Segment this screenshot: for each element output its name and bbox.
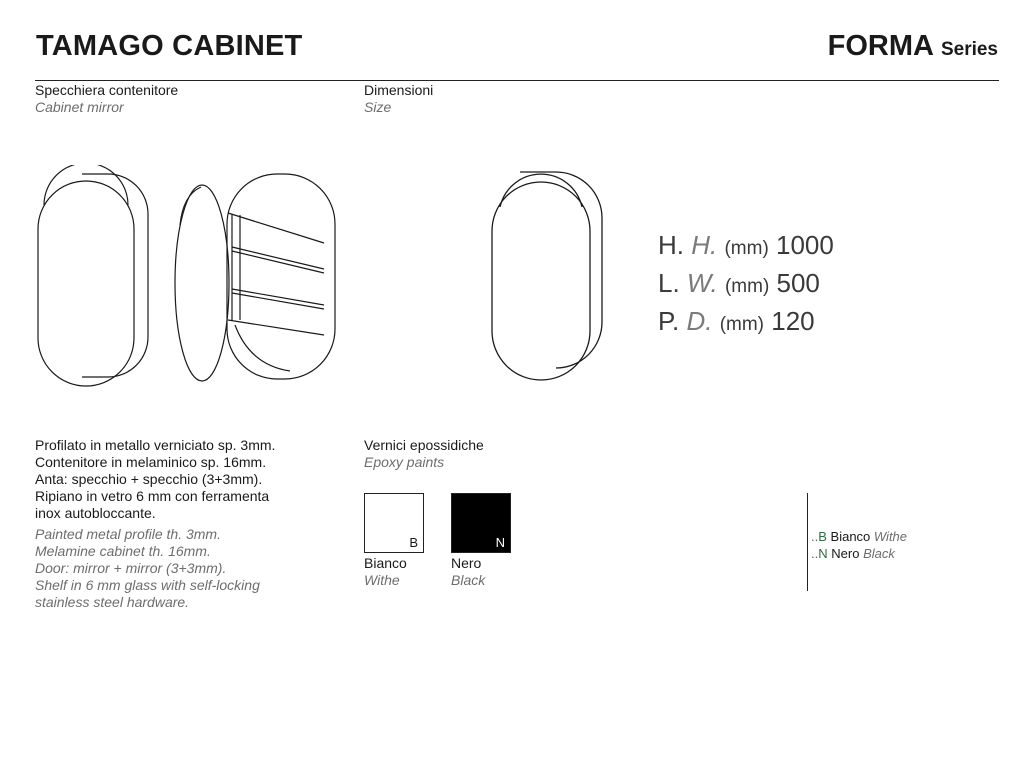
description-line-it: Profilato in metallo verniciato sp. 3mm. bbox=[35, 437, 276, 453]
description-line-en: Shelf in 6 mm glass with self-locking bbox=[35, 577, 260, 593]
dimension-value: 120 bbox=[771, 306, 815, 336]
legend-prefix: .. bbox=[811, 546, 819, 561]
finishes-label bbox=[364, 437, 484, 471]
swatch-bianco[interactable] bbox=[364, 493, 424, 553]
legend-code: B bbox=[818, 529, 827, 544]
dimension-unit: (mm) bbox=[719, 314, 764, 335]
dimension-height bbox=[658, 228, 834, 266]
swatch-name-en: Black bbox=[451, 572, 486, 588]
dimension-unit: (mm) bbox=[724, 276, 770, 297]
description-line-it: Anta: specchio + specchio (3+3mm). bbox=[35, 471, 263, 487]
dimension-unit: (mm) bbox=[724, 238, 769, 259]
swatch-nero[interactable] bbox=[451, 493, 511, 553]
swatch-bianco-label bbox=[364, 555, 407, 589]
description-line-en: Painted metal profile th. 3mm. bbox=[35, 526, 221, 542]
swatch-code: N bbox=[495, 535, 505, 550]
dimensions-label-en: Size bbox=[364, 99, 392, 115]
description-line-en: Melamine cabinet th. 16mm. bbox=[35, 543, 211, 559]
description bbox=[35, 437, 355, 611]
finishes-label-en: Epoxy paints bbox=[364, 454, 445, 470]
product-type-en: Cabinet mirror bbox=[35, 99, 124, 115]
dimension-abbr-it: L. bbox=[658, 268, 680, 298]
dimension-abbr-en: H. bbox=[691, 230, 718, 260]
dimension-depth bbox=[658, 304, 834, 342]
dimension-abbr-en: W. bbox=[686, 268, 718, 298]
dimensions-values bbox=[658, 228, 834, 342]
legend-prefix: .. bbox=[811, 529, 819, 544]
description-line-en: Door: mirror + mirror (3+3mm). bbox=[35, 560, 227, 576]
series-title bbox=[828, 30, 998, 63]
header-divider bbox=[35, 80, 999, 81]
swatch-name-en: Withe bbox=[364, 572, 400, 588]
series-name: FORMA bbox=[827, 30, 933, 62]
legend-name-en: Withe bbox=[873, 529, 908, 544]
legend-item bbox=[811, 528, 907, 545]
legend-name-it: Nero bbox=[831, 546, 860, 561]
dimension-value: 1000 bbox=[776, 230, 834, 260]
swatch-nero-label bbox=[451, 555, 485, 589]
product-type-label bbox=[35, 82, 178, 116]
size-illustration bbox=[480, 165, 610, 390]
finish-legend bbox=[811, 528, 907, 562]
dimension-width bbox=[658, 266, 834, 304]
swatch-name-it: Bianco bbox=[364, 555, 407, 571]
description-line-it: Ripiano in vetro 6 mm con ferramenta bbox=[35, 488, 270, 504]
series-suffix: Series bbox=[940, 39, 998, 60]
description-line-it: inox autobloccante. bbox=[35, 505, 156, 521]
swatch-code: B bbox=[409, 535, 418, 550]
swatch-name-it: Nero bbox=[451, 555, 482, 571]
description-line-en: stainless steel hardware. bbox=[35, 594, 190, 610]
dimension-abbr-it: P. bbox=[658, 306, 680, 336]
dimension-value: 500 bbox=[776, 268, 820, 298]
cabinet-illustration bbox=[30, 165, 350, 395]
description-line-it: Contenitore in melaminico sp. 16mm. bbox=[35, 454, 267, 470]
dimension-abbr-it: H. bbox=[658, 230, 684, 260]
legend-name-en: Black bbox=[863, 546, 895, 561]
dimension-abbr-en: D. bbox=[686, 306, 713, 336]
finishes-label-it: Vernici epossidiche bbox=[364, 437, 484, 453]
dimensions-label bbox=[364, 82, 433, 116]
legend-item bbox=[811, 545, 907, 562]
legend-divider bbox=[807, 493, 808, 591]
legend-name-it: Bianco bbox=[830, 529, 871, 544]
legend-code: N bbox=[818, 546, 828, 561]
dimensions-label-it: Dimensioni bbox=[364, 82, 434, 98]
product-type-it: Specchiera contenitore bbox=[35, 82, 179, 98]
product-title: TAMAGO CABINET bbox=[36, 30, 303, 62]
